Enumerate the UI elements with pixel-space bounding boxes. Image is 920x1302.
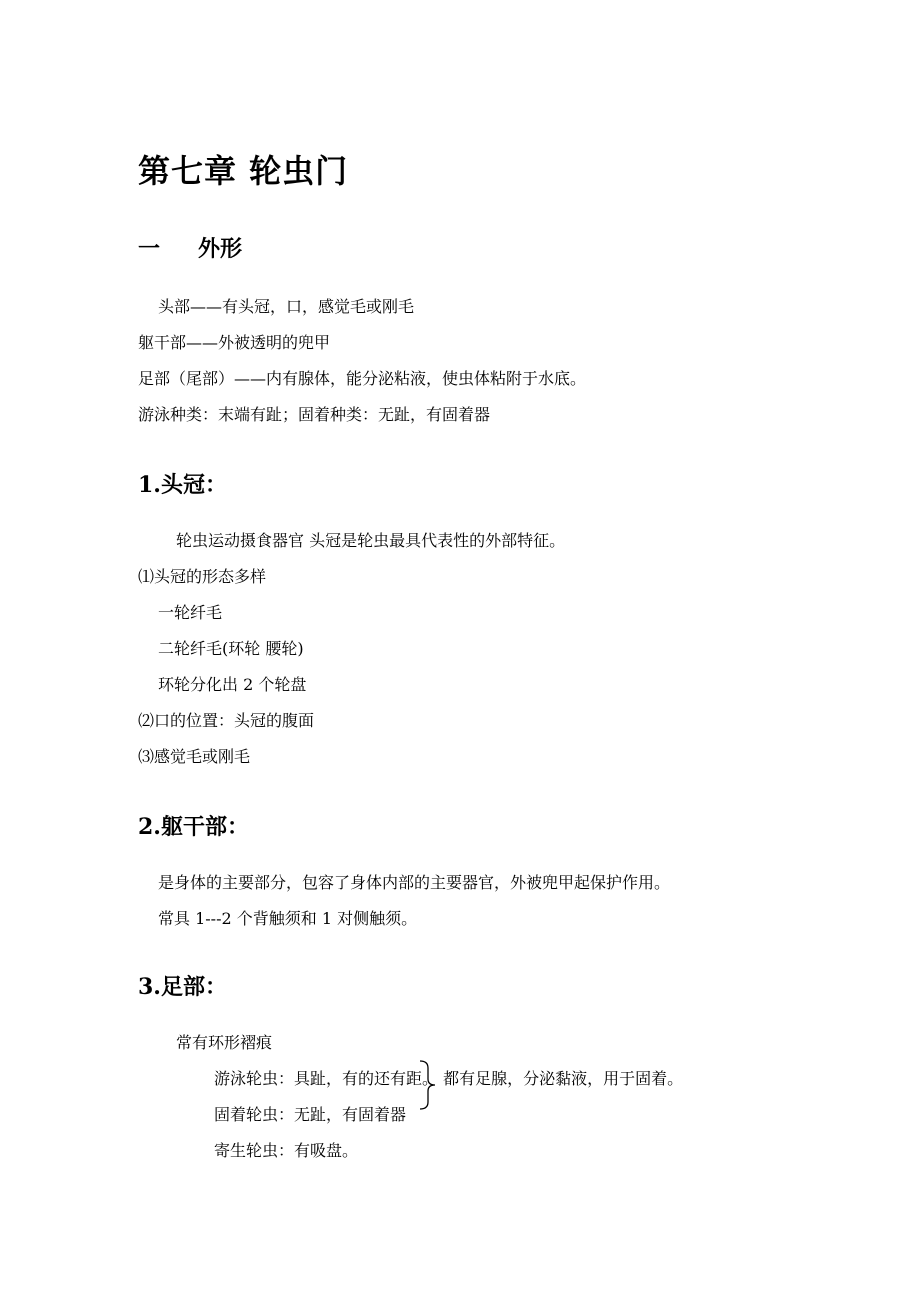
paragraph-line: ⑴头冠的形态多样 [138, 567, 267, 586]
section-heading-trunk: 2.躯干部： [138, 814, 249, 840]
paragraph-line: 是身体的主要部分，包容了身体内部的主要器官，外被兜甲起保护作用。 [158, 873, 671, 892]
section-title: 外形 [198, 236, 243, 262]
paragraph-line: ⑶感觉毛或刚毛 [138, 747, 251, 766]
paragraph-line: 游泳种类：末端有趾；固着种类：无趾，有固着器 [138, 405, 491, 424]
paragraph-line: 常有环形褶痕 [176, 1033, 273, 1052]
paragraph-line: 一轮纤毛 [158, 603, 223, 622]
section-heading-corona: 1.头冠： [138, 472, 227, 498]
paragraph-line: 躯干部——外被透明的兜甲 [138, 333, 331, 352]
section-heading-appearance [138, 232, 242, 263]
paragraph-line: 轮虫运动摄食器官 头冠是轮虫最具代表性的外部特征。 [176, 531, 566, 550]
paragraph-line: 环轮分化出 2 个轮盘 [158, 675, 307, 694]
paragraph-line: 二轮纤毛(环轮 腰轮) [158, 639, 304, 658]
paragraph-line: 固着轮虫：无趾，有固着器 [214, 1105, 407, 1124]
chapter-title: 第七章 轮虫门 [138, 152, 349, 190]
section-heading-foot: 3.足部： [138, 974, 227, 1000]
paragraph-line: ⑵口的位置：头冠的腹面 [138, 711, 315, 730]
paragraph-line: 常具 1---2 个背触须和 1 对侧触须。 [158, 909, 418, 928]
paragraph-line: 头部——有头冠，口，感觉毛或刚毛 [158, 297, 415, 316]
right-brace-icon [418, 1060, 438, 1110]
section-number: 一 [138, 236, 161, 262]
paragraph-line: 游泳轮虫：具趾，有的还有距。 都有足腺，分泌黏液，用于固着。 [214, 1069, 684, 1088]
paragraph-line: 足部（尾部）——内有腺体，能分泌粘液，使虫体粘附于水底。 [138, 369, 587, 388]
paragraph-line: 寄生轮虫：有吸盘。 [214, 1141, 359, 1160]
